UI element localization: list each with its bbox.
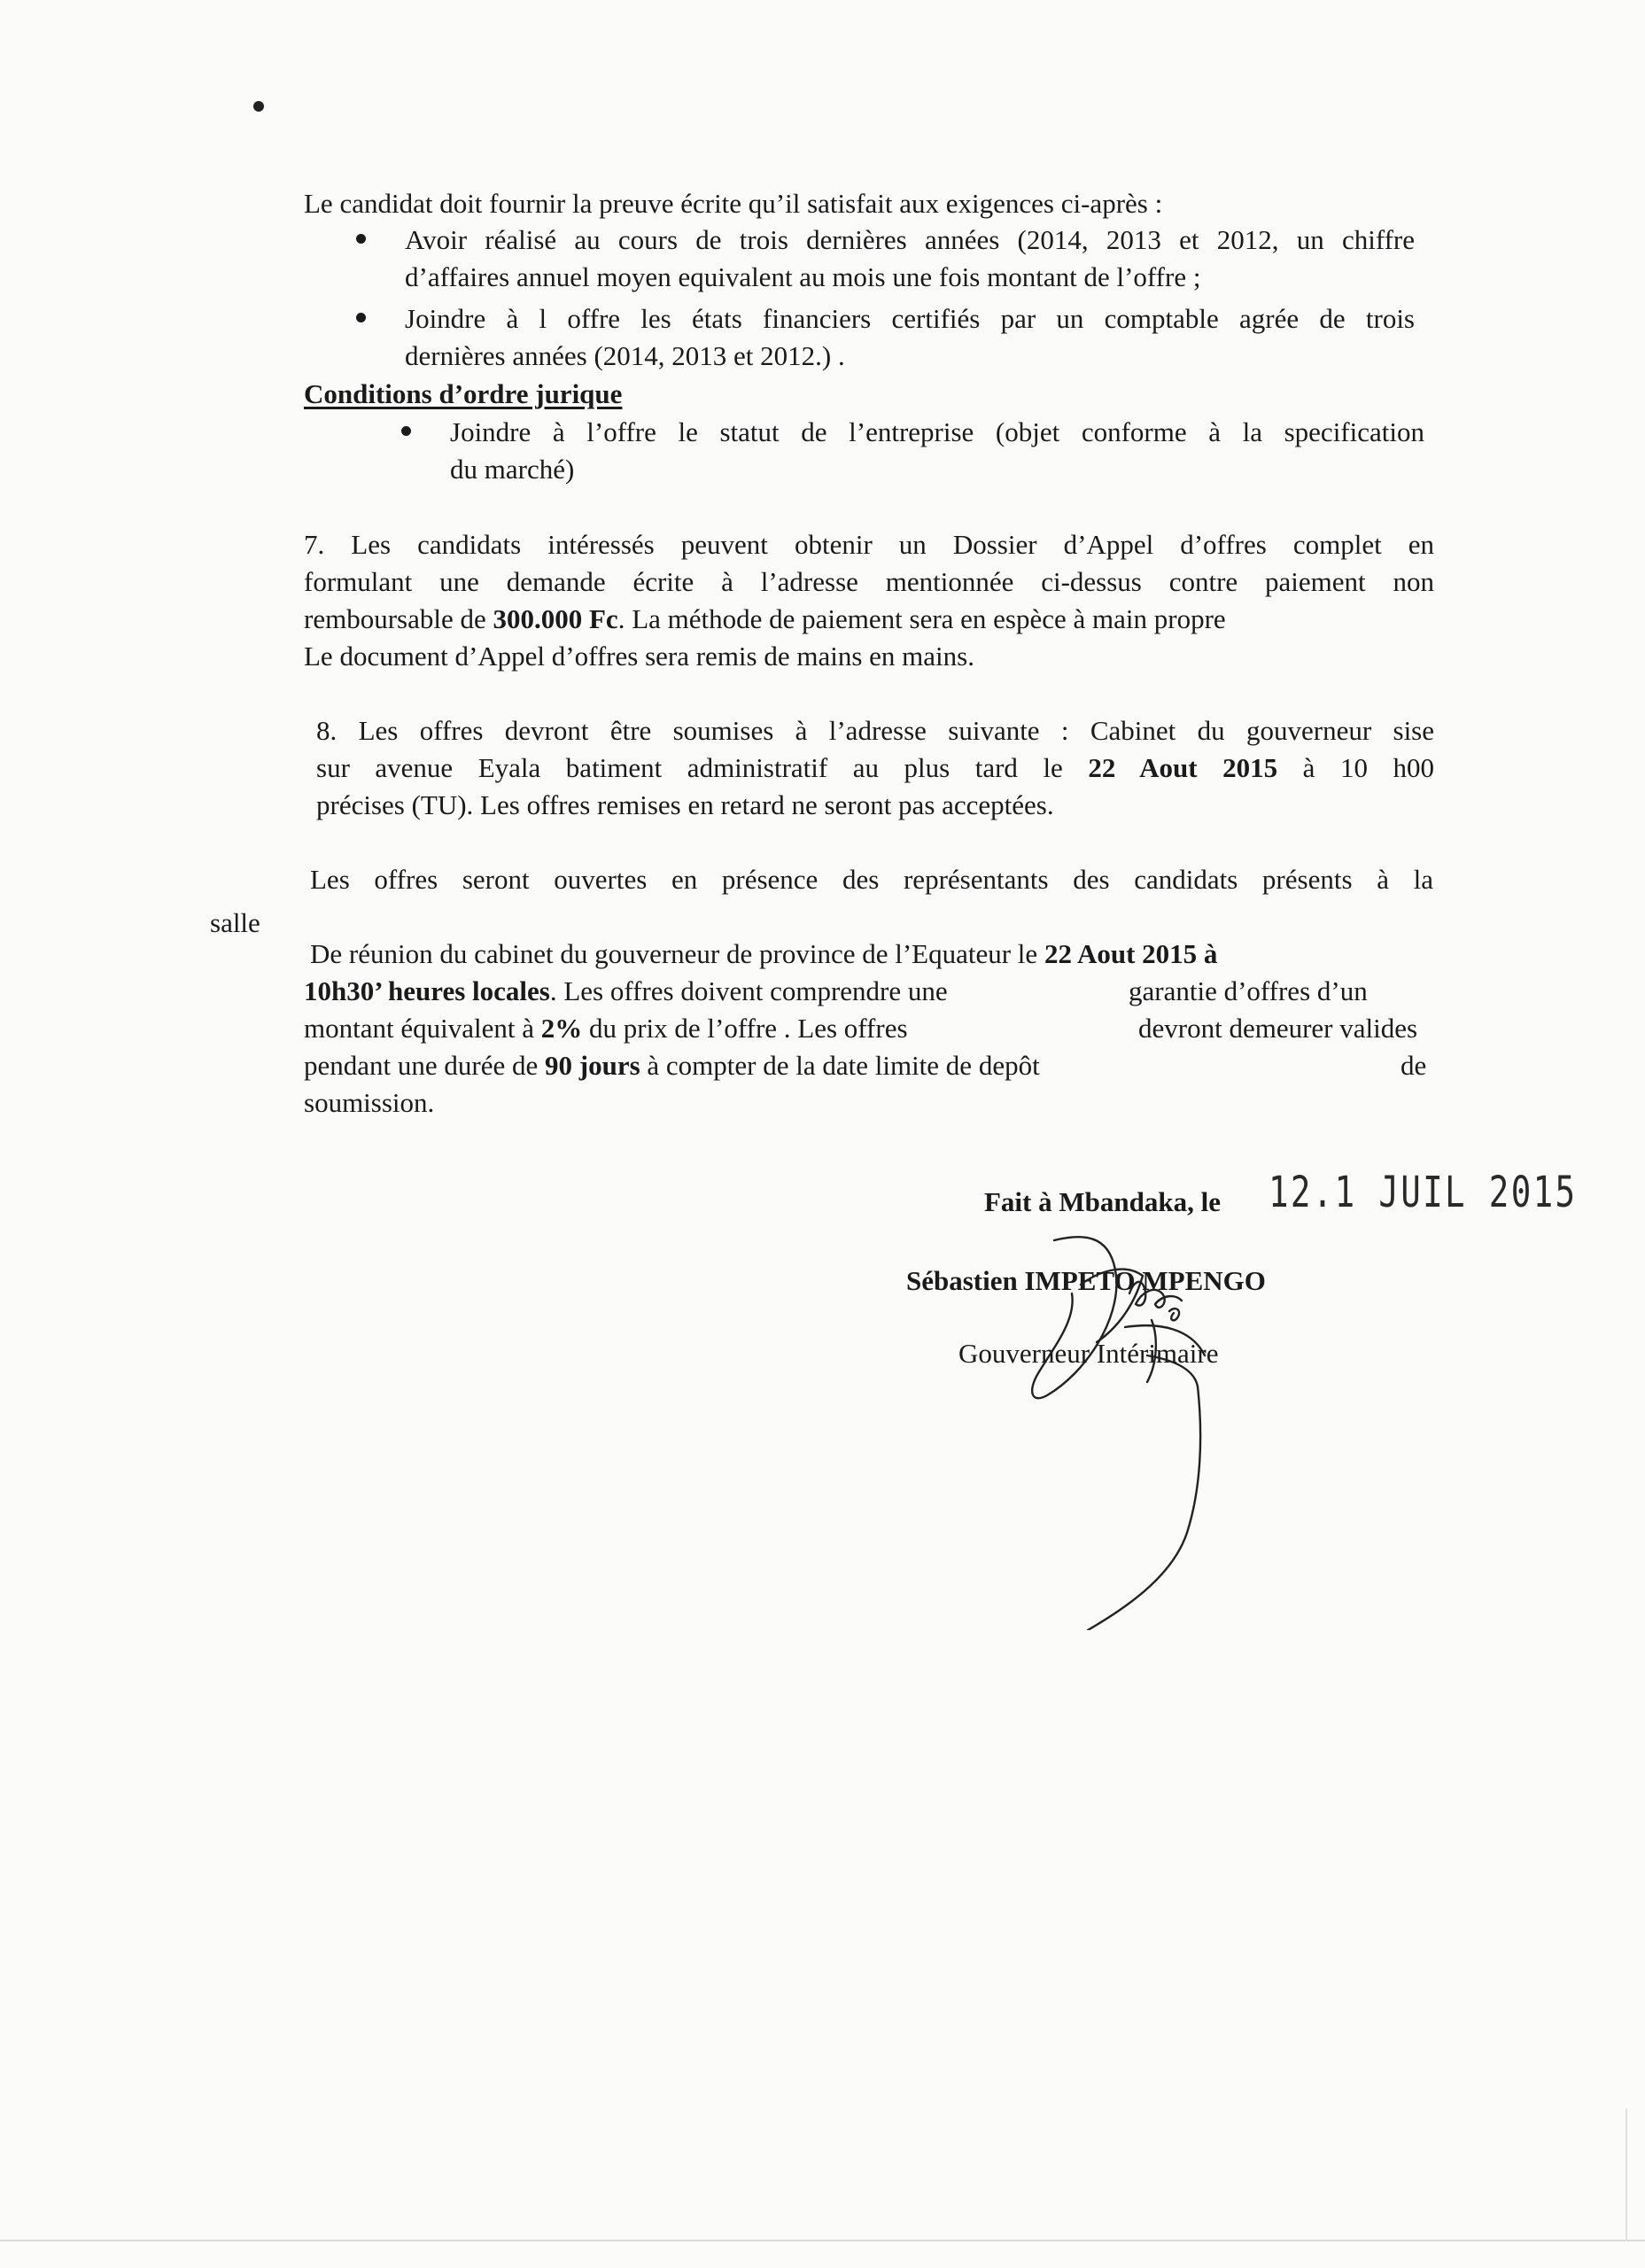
bullet-icon xyxy=(401,426,411,436)
para8-line2 xyxy=(316,750,1434,786)
para8-line1: 8. Les offres devront être soumises à l’adresse suivante : Cabinet du gouverneur sise xyxy=(316,715,1434,746)
bullet-financial-1-line2: d’affaires annuel moyen equivalent au mois une fois montant de l’offre ; xyxy=(405,261,1201,292)
para7-line4: Le document d’Appel d’offres sera remis de mains en mains. xyxy=(304,641,974,672)
para7-line3-a: remboursable de xyxy=(304,603,493,634)
signatory-name: Sébastien IMPETO MPENGO xyxy=(906,1265,1266,1296)
opening-line4 xyxy=(304,1011,908,1046)
opening-line5-c: à compter de la date limite de depôt xyxy=(640,1050,1040,1081)
place-label: Fait à Mbandaka, le xyxy=(984,1186,1221,1217)
bullet-financial-1-line1: Avoir réalisé au cours de trois dernières années (2014, 2013 et 2012, un chiffre xyxy=(405,224,1415,255)
opening-line3 xyxy=(304,974,948,1009)
intro-text: Le candidat doit fournir la preuve écrite qu’il satisfait aux exigences ci-après : xyxy=(304,188,1163,219)
stray-ink-dot xyxy=(253,101,264,112)
opening-time: 10h30’ heures locales xyxy=(304,975,550,1006)
opening-line5 xyxy=(304,1048,1040,1084)
opening-line6: soumission. xyxy=(304,1087,435,1118)
opening-line2-a: De réunion du cabinet du gouverneur de province de l’Equateur le xyxy=(310,938,1044,969)
opening-line3-d: garantie d’offres d’un xyxy=(1129,975,1368,1006)
bullet-financial-2-line2: dernières années (2014, 2013 et 2012.) . xyxy=(405,340,845,371)
opening-validity: 90 jours xyxy=(545,1050,640,1081)
opening-line2 xyxy=(310,936,1217,972)
para8-line2-c: à 10 h00 xyxy=(1277,752,1434,783)
opening-percent: 2% xyxy=(540,1013,583,1044)
para8-line3: précises (TU). Les offres remises en retard ne seront pas acceptées. xyxy=(316,789,1054,820)
para7-fee: 300.000 Fc xyxy=(493,603,618,634)
para8-deadline: 22 Aout 2015 xyxy=(1088,752,1278,783)
para8-line2-a: sur avenue Eyala batiment administratif au plus tard le xyxy=(316,752,1089,783)
opening-line3-c: . Les offres doivent comprendre une xyxy=(549,975,948,1006)
opening-line4-a: montant équivalent à xyxy=(304,1013,541,1044)
opening-line5-d: de xyxy=(1401,1050,1427,1081)
date-stamp: 12.1 JUIL 2015 xyxy=(1269,1168,1578,1217)
bullet-legal-1-line2: du marché) xyxy=(450,454,575,485)
para7-line3-c: . La méthode de paiement sera en espèce à main propre xyxy=(617,603,1226,634)
legal-conditions-heading: Conditions d’ordre jurique xyxy=(304,378,623,409)
scan-edge-bottom xyxy=(0,2240,1645,2241)
scan-edge-right xyxy=(1626,2109,1627,2241)
opening-line4-c: du prix de l’offre . Les offres xyxy=(582,1013,908,1044)
opening-date: 22 Aout 2015 à xyxy=(1044,938,1218,969)
signatory-title: Gouverneur Intérimaire xyxy=(958,1338,1219,1369)
bullet-icon xyxy=(356,313,366,322)
bullet-legal-1-line1: Joindre à l’offre le statut de l’entreprise (objet conforme à la specification xyxy=(450,416,1424,447)
para7-line1: 7. Les candidats intéressés peuvent obtenir un Dossier d’Appel d’offres complet en xyxy=(304,529,1434,560)
bullet-icon xyxy=(356,234,366,244)
bullet-financial-2-line1: Joindre à l offre les états financiers certifiés par un comptable agrée de trois xyxy=(405,303,1415,334)
opening-line4-d: devront demeurer valides xyxy=(1138,1013,1418,1044)
handwritten-signature xyxy=(992,1223,1311,1630)
margin-word-salle: salle xyxy=(210,907,260,938)
para7-line3 xyxy=(304,602,1226,637)
para7-line2: formulant une demande écrite à l’adresse mentionnée ci-dessus contre paiement non xyxy=(304,566,1434,597)
opening-line5-a: pendant une durée de xyxy=(304,1050,545,1081)
opening-line1: Les offres seront ouvertes en présence des représentants des candidats présents à la xyxy=(310,864,1433,895)
